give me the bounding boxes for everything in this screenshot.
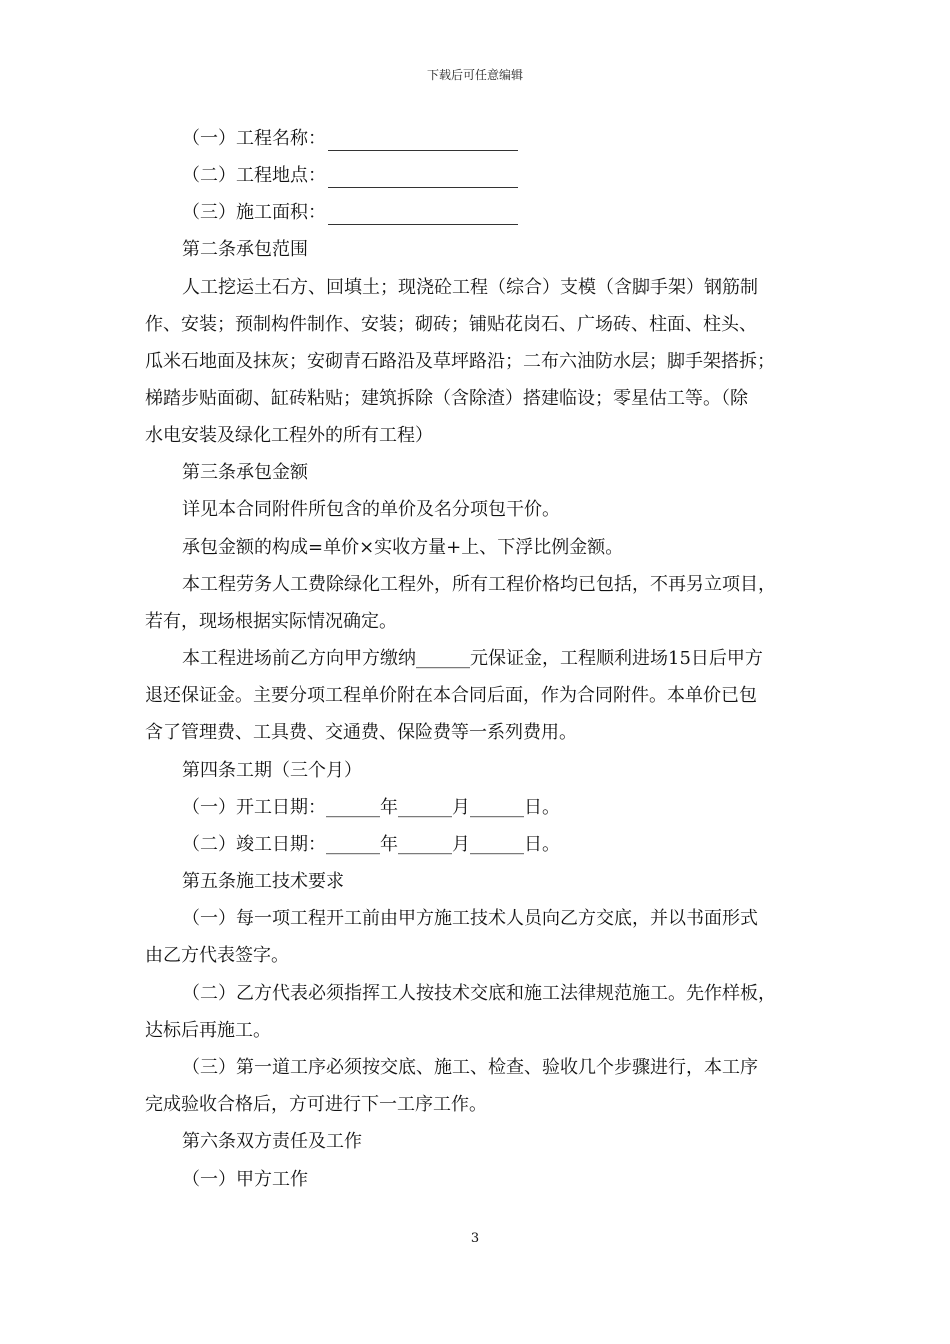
paragraph-line: 水电安装及绿化工程外的所有工程）	[145, 425, 433, 446]
paragraph-line: （三）第一道工序必须按交底、施工、检查、验收几个步骤进行，本工序	[182, 1057, 758, 1078]
field-label: （一）工程名称：	[182, 128, 326, 149]
field-project-name	[0, 127, 950, 151]
paragraph-line: 由乙方代表签字。	[145, 945, 289, 966]
field-label: （二）工程地点：	[182, 165, 326, 186]
paragraph-line: 完成验收合格后，方可进行下一工序工作。	[145, 1094, 487, 1115]
paragraph-line: （一）每一项工程开工前由甲方施工技术人员向乙方交底，并以书面形式	[182, 908, 758, 929]
article-heading: 第六条双方责任及工作	[182, 1131, 362, 1152]
field-project-location	[0, 164, 950, 188]
field-construction-area	[0, 201, 950, 225]
article-heading: 第四条工期（三个月）	[182, 760, 362, 781]
article-heading: 第二条承包范围	[182, 239, 308, 260]
paragraph-line: 含了管理费、工具费、交通费、保险费等一系列费用。	[145, 722, 577, 743]
start-date-line: （一）开工日期：______年______月______日。	[182, 797, 560, 818]
end-date-line: （二）竣工日期：______年______月______日。	[182, 834, 560, 855]
paragraph-line: 本工程劳务人工费除绿化工程外，所有工程价格均已包括，不再另立项目，	[182, 574, 776, 595]
paragraph-line: 退还保证金。主要分项工程单价附在本合同后面，作为合同附件。本单价已包	[145, 685, 757, 706]
paragraph-line: （二）乙方代表必须指挥工人按技术交底和施工法律规范施工。先作样板，	[182, 983, 776, 1004]
paragraph-line: 达标后再施工。	[145, 1020, 271, 1041]
page-number: 3	[470, 1231, 480, 1246]
paragraph-line: 若有，现场根据实际情况确定。	[145, 611, 397, 632]
field-label: （三）施工面积：	[182, 202, 326, 223]
fill-blank	[328, 169, 518, 188]
paragraph-line: 作、安装；预制构件制作、安装；砌砖；铺贴花岗石、广场砖、柱面、柱头、	[145, 314, 757, 335]
paragraph-line: （一）甲方工作	[182, 1169, 308, 1190]
article-heading: 第五条施工技术要求	[182, 871, 344, 892]
page-header: 下载后可任意编辑	[426, 68, 523, 82]
fill-blank	[328, 132, 518, 151]
paragraph-line: 详见本合同附件所包含的单价及名分项包干价。	[182, 499, 560, 520]
paragraph-line: 本工程进场前乙方向甲方缴纳______元保证金，工程顺利进场15日后甲方	[182, 648, 763, 669]
article-heading: 第三条承包金额	[182, 462, 308, 483]
paragraph-line: 人工挖运土石方、回填土；现浇砼工程（综合）支模（含脚手架）钢筋制	[182, 277, 758, 298]
paragraph-line: 梯踏步贴面砌、缸砖粘贴；建筑拆除（含除渣）搭建临设；零星估工等。（除	[145, 388, 748, 409]
paragraph-line: 瓜米石地面及抹灰；安砌青石路沿及草坪路沿；二布六油防水层；脚手架搭拆；	[145, 351, 775, 372]
fill-blank	[328, 206, 518, 225]
paragraph-line: 承包金额的构成=单价×实收方量+上、下浮比例金额。	[182, 537, 624, 558]
